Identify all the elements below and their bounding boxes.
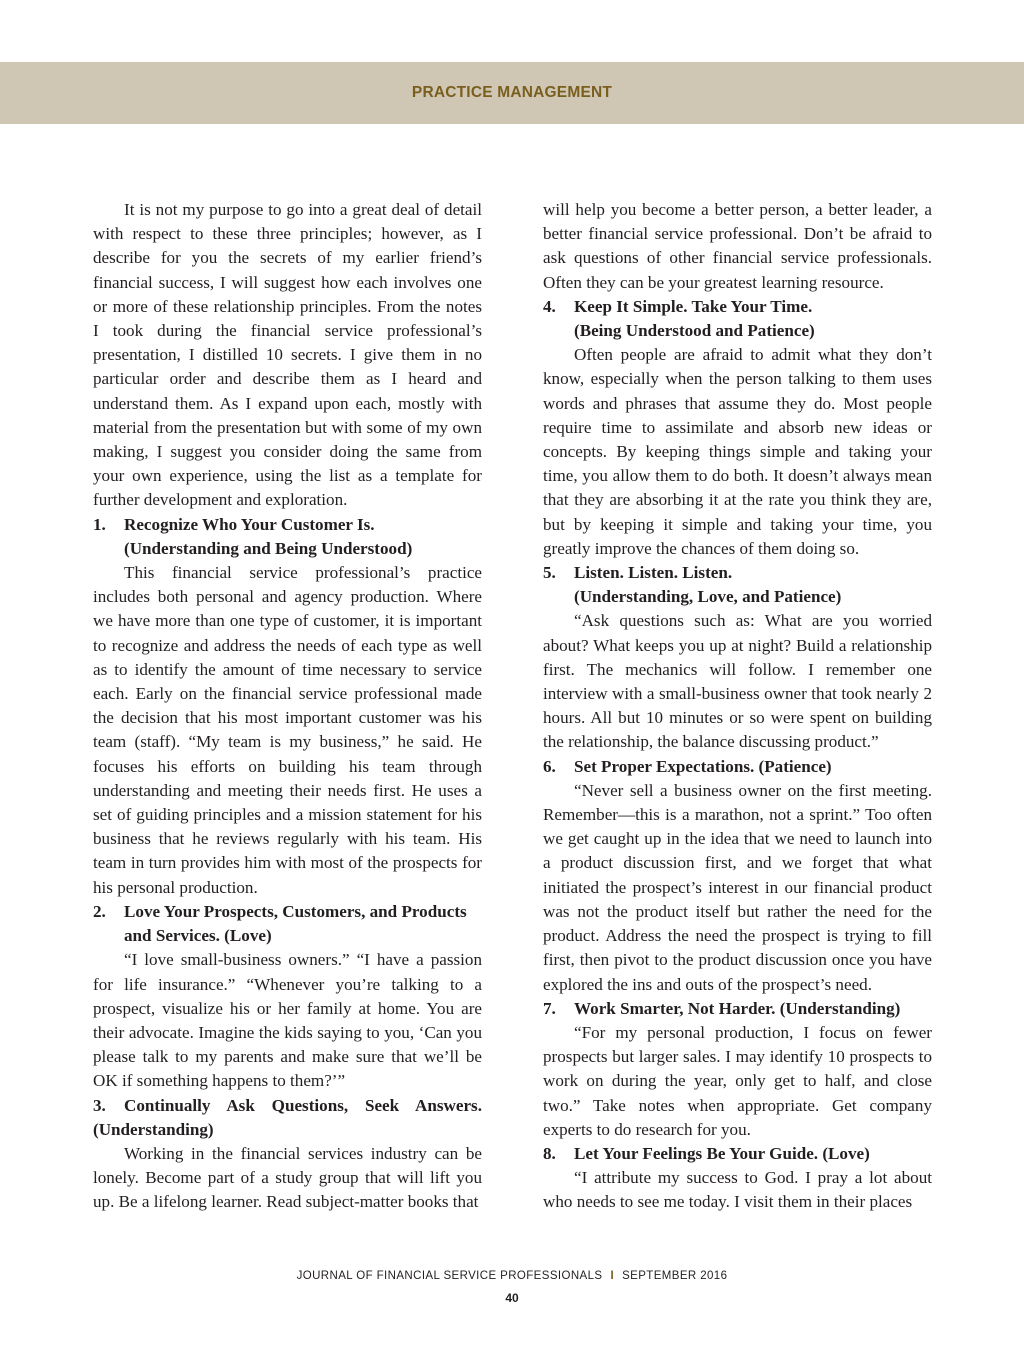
secret-4-heading — [543, 295, 932, 319]
secret-3-title-line2: (Understanding) — [93, 1119, 214, 1139]
secret-7-body: “For my personal production, I focus on fewer prospects but larger sales. I may identify 10 prospects to work on during the year, only get to half, and close two.” Take notes when appropriate. Get company experts to do research for you. — [543, 1022, 932, 1139]
secret-2-heading — [93, 900, 482, 948]
secret-1-number: 1. — [93, 514, 106, 534]
secret-7-title: Work Smarter, Not Harder. (Understanding) — [574, 998, 901, 1018]
secret-5-title-line2: (Understanding, Love, and Patience) — [574, 587, 842, 607]
secret-4-number: 4. — [543, 296, 556, 316]
page-number: 40 — [505, 1291, 519, 1305]
secret-4-title-line1: Keep It Simple. Take Your Time. — [574, 296, 813, 316]
secret-1-heading — [93, 513, 482, 561]
right-column — [543, 198, 932, 1215]
secret-2-title: Love Your Prospects, Customers, and Products and Services. (Love) — [124, 901, 467, 946]
secret-3-number: 3. — [93, 1095, 106, 1115]
secret-5-heading-line2 — [543, 585, 932, 609]
journal-name: JOURNAL OF FINANCIAL SERVICE PROFESSIONALS — [296, 1270, 603, 1282]
left-column — [93, 198, 482, 1215]
secret-5-heading — [543, 561, 932, 585]
secret-6-heading — [543, 755, 932, 779]
secret-8-body: “I attribute my success to God. I pray a lot about who needs to see me today. I visit them in their places — [543, 1168, 932, 1212]
section-header-band — [0, 62, 1024, 124]
secret-3-heading — [93, 1094, 482, 1118]
secret-4-body: Often people are afraid to admit what they don’t know, especially when the person talking to them uses words and phrases that assume they do. Most people require time to assimilate and absorb new ideas or concepts. By keeping things simple and taking your time, you allow them to do both. It doesn’t always mean that they are absorbing it at the rate you think they are, but by keeping it simple and taking your time, you greatly improve the chances of them doing so. — [543, 345, 932, 558]
footer-journal-line — [0, 1270, 1024, 1282]
secret-6-number: 6. — [543, 756, 556, 776]
secret-1-body: This financial service professional’s practice includes both personal and agency production. Where we have more than one type of customer, it is important to recognize and address the needs of each type as well as to identify the amount of time necessary to service each. Early on the financial service professional made the decision that his most important customer was his team (staff). “My team is my business,” he said. He focuses his efforts on building his team through understanding and meeting their needs first. He uses a set of guiding principles and a mission statement for his business that he reviews regularly with his team. His team in turn provides him with most of the prospects for his personal production. — [93, 563, 482, 897]
issue-date: SEPTEMBER 2016 — [622, 1270, 728, 1282]
secret-3-title-line1: Continually Ask Questions, Seek Answers. — [124, 1095, 482, 1115]
secret-1-title: Recognize Who Your Customer Is. (Understanding and Being Understood) — [124, 514, 413, 558]
section-title: PRACTICE MANAGEMENT — [411, 84, 613, 101]
footer-separator: I — [610, 1270, 615, 1282]
secret-7-number: 7. — [543, 998, 556, 1018]
secret-4-title-line2: (Being Understood and Patience) — [574, 321, 815, 341]
secret-3-continuation: will help you become a better person, a better leader, a better financial service professional. Don’t be afraid to ask questions of other financial service professionals. Often they can be your greatest learning resource. — [543, 200, 932, 292]
secret-3-body: Working in the financial services industry can be lonely. Become part of a study group that will lift you up. Be a lifelong learner. Read subject-matter books that — [93, 1143, 482, 1212]
secret-8-title: Let Your Feelings Be Your Guide. (Love) — [574, 1143, 870, 1163]
secret-6-title: Set Proper Expectations. (Patience) — [574, 756, 832, 776]
secret-5-title-line1: Listen. Listen. Listen. — [574, 563, 733, 583]
secret-3-heading-line2 — [93, 1118, 482, 1142]
secret-5-number: 5. — [543, 563, 556, 583]
secret-4-heading-line2 — [543, 319, 932, 343]
secret-6-body: “Never sell a business owner on the first meeting. Remember—this is a marathon, not a sprint.” Too often we get caught up in the idea that we need to launch into a product discussion first, and we forget that what initiated the prospect’s interest in our financial product was not the product itself but rather the need for the product. Address the need the prospect is trying to fill first, then pivot to the product discussion once you have explored the ins and outs of the prospect’s need. — [543, 780, 932, 994]
secret-2-body: “I love small-business owners.” “I have a passion for life insurance.” “Whenever you’re talking to a prospect, visualize his or her family at home. You are their advocate. Imagine the kids saying to you, ‘Can you please talk to my parents and make sure that we’ll be OK if something happens to them?’” — [93, 950, 482, 1091]
secret-8-heading — [543, 1142, 932, 1166]
intro-paragraph: It is not my purpose to go into a great deal of detail with respect to these three principles; however, as I describe for you the secrets of my earlier friend’s financial success, I will suggest how each involves one or more of these relationship principles. From the notes I took during the financial service professional’s presentation, I distilled 10 secrets. I give them in no particular order and describe them as I heard and understand them. As I expand upon each, mostly with material from the presentation but with some of my own making, I suggest you consider doing the same from your own experience, using the list as a template for further development and exploration. — [93, 200, 482, 510]
secret-2-number: 2. — [93, 901, 106, 921]
secret-8-number: 8. — [543, 1143, 556, 1163]
secret-5-body: “Ask questions such as: What are you worried about? What keeps you up at night? Build a relationship first. The mechanics will follow. I remember one interview with a small-business owner that took nearly 2 hours. All but 10 minutes or so were spent on building the relationship, the balance discussing product.” — [543, 611, 932, 752]
secret-7-heading — [543, 997, 932, 1021]
